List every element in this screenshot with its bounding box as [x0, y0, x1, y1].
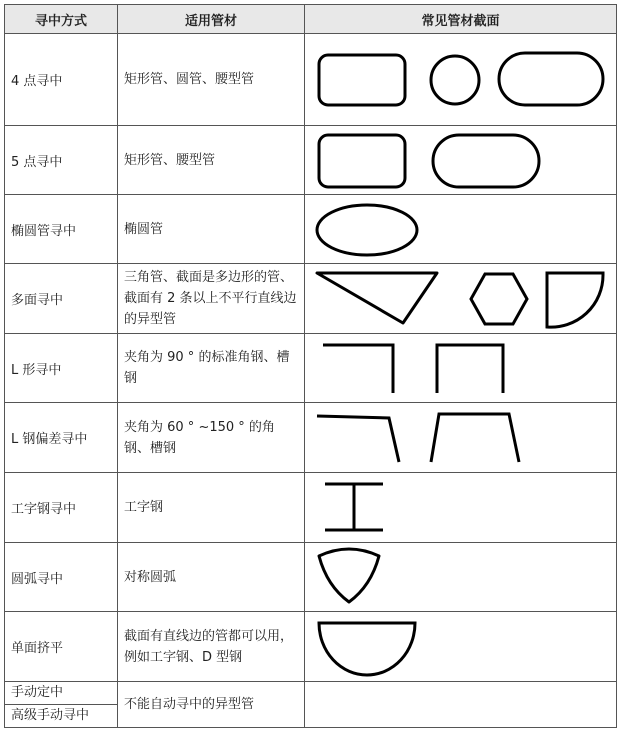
header-section: 常见管材截面	[305, 5, 617, 34]
obround-tube-shape	[499, 53, 603, 105]
table-row	[5, 334, 617, 403]
hexagon-tube-shape	[471, 274, 527, 324]
i-beam-shape	[325, 484, 383, 530]
section-diagrams	[305, 196, 617, 263]
section-diagrams	[305, 404, 617, 472]
tube-cell: 三角管、截面是多边形的管、截面有 2 条以上不平行直线边的异型管	[118, 264, 305, 334]
section-cell	[305, 403, 617, 473]
tube-cell: 截面有直线边的管都可以用，例如工字钢、D 型钢	[118, 612, 305, 682]
d-steel-shape	[319, 623, 415, 675]
tube-centering-table	[4, 4, 617, 728]
method-manual: 手动定中	[11, 685, 64, 700]
header-tube: 适用管材	[118, 5, 305, 34]
section-diagrams	[305, 265, 617, 333]
quarter-round-tube-shape	[547, 273, 603, 327]
section-cell	[305, 612, 617, 682]
table-header-row	[5, 5, 617, 34]
rectangle-tube-shape	[319, 55, 405, 105]
section-cell	[305, 195, 617, 264]
section-diagrams	[305, 544, 617, 611]
tube-cell: 夹角为 90 ° 的标准角钢、槽钢	[118, 334, 305, 403]
rectangle-tube-shape	[319, 135, 405, 187]
section-diagrams	[305, 474, 617, 542]
section-cell	[305, 682, 617, 728]
tube-cell: 对称圆弧	[118, 543, 305, 612]
section-cell	[305, 126, 617, 195]
arc-profile-shape	[319, 549, 379, 602]
section-diagrams	[305, 35, 617, 125]
method-cell: L 形寻中	[5, 334, 118, 403]
table-row	[5, 403, 617, 473]
tube-cell: 工字钢	[118, 473, 305, 543]
method-advanced-manual: 高级手动寻中	[5, 704, 117, 727]
method-cell: 5 点寻中	[5, 126, 118, 195]
method-cell: 圆弧寻中	[5, 543, 118, 612]
table-row	[5, 543, 617, 612]
obround-tube-shape	[433, 135, 539, 187]
table-row	[5, 264, 617, 334]
section-cell	[305, 543, 617, 612]
header-method: 寻中方式	[5, 5, 118, 34]
angle-steel-shape	[323, 345, 393, 393]
channel-steel-shape	[437, 345, 503, 393]
method-cell: 椭圆管寻中	[5, 195, 118, 264]
method-cell: 单面挤平	[5, 612, 118, 682]
tube-cell: 矩形管、腰型管	[118, 126, 305, 195]
table-row	[5, 34, 617, 126]
tube-cell: 不能自动寻中的异型管	[118, 682, 305, 728]
table-row	[5, 195, 617, 264]
tube-cell: 夹角为 60 ° ~150 ° 的角钢、槽钢	[118, 403, 305, 473]
table-row	[5, 126, 617, 195]
skewed-angle-steel-shape	[317, 416, 399, 462]
table-row	[5, 473, 617, 543]
method-cell: L 钢偏差寻中	[5, 403, 118, 473]
ellipse-tube-shape	[317, 205, 417, 255]
section-diagrams	[305, 127, 617, 194]
method-cell-split	[5, 682, 118, 728]
section-diagrams	[305, 335, 617, 402]
section-cell	[305, 264, 617, 334]
table-row	[5, 682, 617, 728]
section-diagrams	[305, 613, 617, 681]
round-tube-shape	[431, 56, 479, 104]
method-cell: 工字钢寻中	[5, 473, 118, 543]
skewed-channel-steel-shape	[431, 414, 519, 462]
section-cell	[305, 34, 617, 126]
method-cell: 多面寻中	[5, 264, 118, 334]
tube-cell: 椭圆管	[118, 195, 305, 264]
triangle-tube-shape	[317, 273, 437, 323]
tube-cell: 矩形管、圆管、腰型管	[118, 34, 305, 126]
section-cell	[305, 473, 617, 543]
section-cell	[305, 334, 617, 403]
method-cell: 4 点寻中	[5, 34, 118, 126]
table-row	[5, 612, 617, 682]
